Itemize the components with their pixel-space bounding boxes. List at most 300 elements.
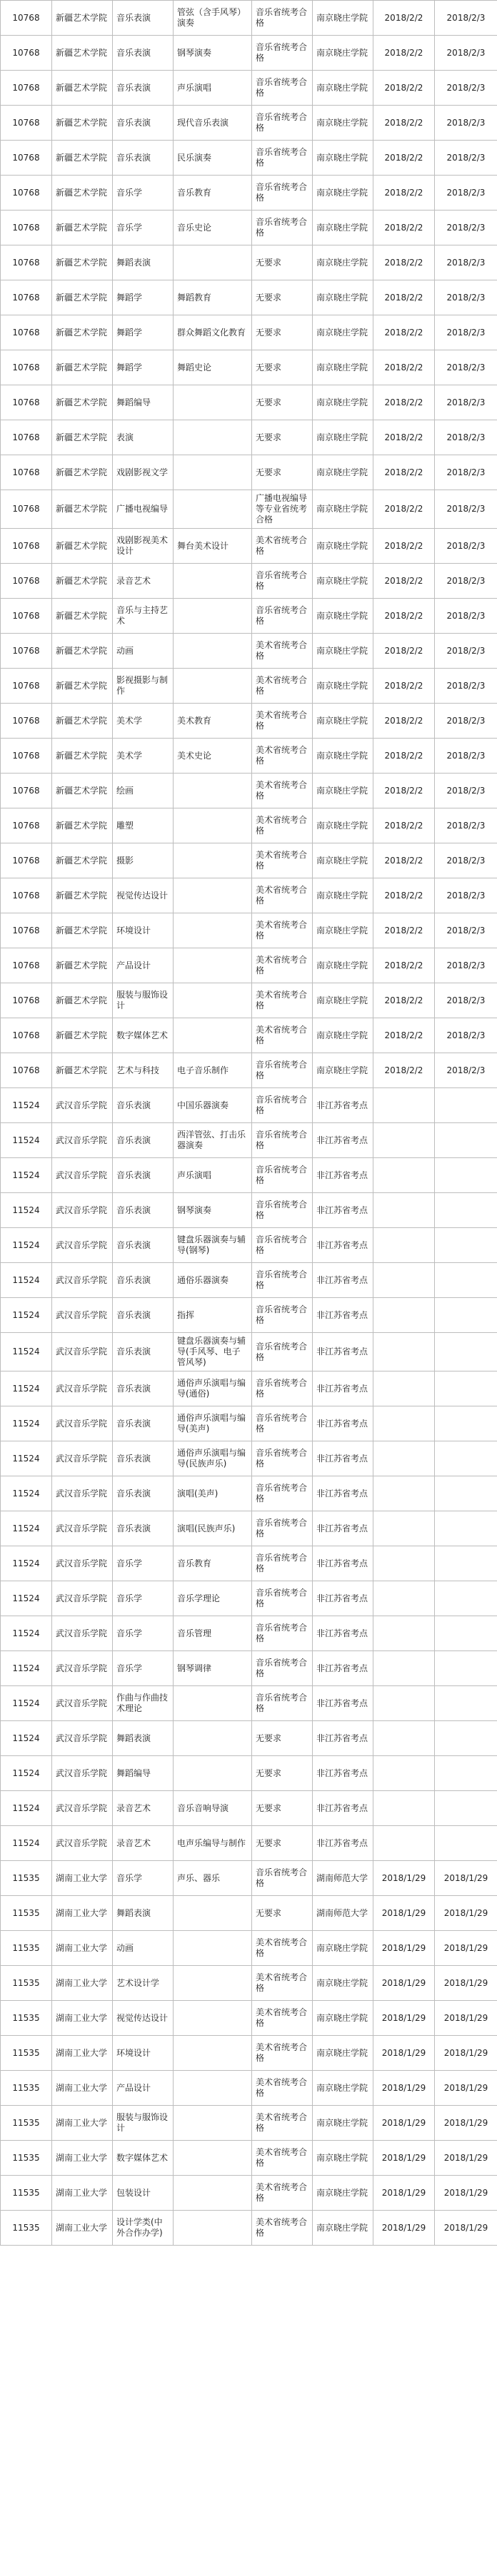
requirement-cell: 音乐省统考合格	[252, 1088, 313, 1123]
school-code-cell: 10768	[1, 280, 52, 315]
school-code-cell: 10768	[1, 315, 52, 350]
start-date-cell	[373, 1406, 435, 1441]
direction-cell	[174, 983, 252, 1018]
exam-site-cell: 湖南师范大学	[313, 1896, 373, 1931]
school-name-cell: 新疆艺术学院	[52, 315, 113, 350]
end-date-cell: 2018/2/3	[435, 490, 497, 529]
requirement-cell: 音乐省统考合格	[252, 211, 313, 245]
table-row	[1, 1333, 497, 1371]
direction-cell	[174, 385, 252, 420]
end-date-cell	[435, 1581, 497, 1616]
requirement-cell: 美术省统考合格	[252, 2176, 313, 2211]
exam-site-cell: 南京晓庄学院	[313, 843, 373, 878]
table-row	[1, 1931, 497, 1966]
major-cell: 产品设计	[113, 948, 174, 983]
direction-cell: 演唱(民族声乐)	[174, 1511, 252, 1546]
direction-cell	[174, 2176, 252, 2211]
table-row	[1, 1686, 497, 1721]
end-date-cell: 2018/2/3	[435, 913, 497, 948]
exam-site-cell: 南京晓庄学院	[313, 2211, 373, 2246]
start-date-cell: 2018/2/2	[373, 913, 435, 948]
school-name-cell: 湖南工业大学	[52, 2211, 113, 2246]
direction-cell: 美术教育	[174, 704, 252, 739]
major-cell: 音乐表演	[113, 1263, 174, 1298]
end-date-cell	[435, 1616, 497, 1651]
major-cell: 音乐学	[113, 1581, 174, 1616]
exam-site-cell: 非江苏省考点	[313, 1298, 373, 1333]
school-name-cell: 新疆艺术学院	[52, 704, 113, 739]
table-row	[1, 1193, 497, 1228]
table-row	[1, 2001, 497, 2036]
end-date-cell: 2018/2/3	[435, 669, 497, 704]
table-row	[1, 36, 497, 71]
start-date-cell: 2018/2/2	[373, 141, 435, 176]
direction-cell	[174, 564, 252, 599]
end-date-cell: 2018/2/3	[435, 1018, 497, 1053]
start-date-cell: 2018/2/2	[373, 490, 435, 529]
school-name-cell: 新疆艺术学院	[52, 634, 113, 669]
requirement-cell: 美术省统考合格	[252, 669, 313, 704]
requirement-cell: 美术省统考合格	[252, 739, 313, 774]
requirement-cell: 无要求	[252, 245, 313, 280]
direction-cell	[174, 1721, 252, 1756]
start-date-cell: 2018/2/2	[373, 564, 435, 599]
school-code-cell: 10768	[1, 739, 52, 774]
start-date-cell: 2018/1/29	[373, 2106, 435, 2141]
table-row	[1, 245, 497, 280]
direction-cell: 键盘乐器演奏与辅导(手风琴、电子管风琴)	[174, 1333, 252, 1371]
direction-cell: 舞蹈史论	[174, 350, 252, 385]
school-code-cell: 10768	[1, 36, 52, 71]
major-cell: 音乐表演	[113, 1193, 174, 1228]
end-date-cell: 2018/1/29	[435, 1861, 497, 1896]
requirement-cell: 音乐省统考合格	[252, 564, 313, 599]
start-date-cell: 2018/2/2	[373, 420, 435, 455]
major-cell: 音乐学	[113, 1616, 174, 1651]
end-date-cell: 2018/1/29	[435, 2176, 497, 2211]
direction-cell: 中国乐器演奏	[174, 1088, 252, 1123]
school-code-cell: 10768	[1, 1, 52, 36]
school-name-cell: 新疆艺术学院	[52, 455, 113, 490]
requirement-cell: 音乐省统考合格	[252, 1581, 313, 1616]
end-date-cell	[435, 1088, 497, 1123]
exam-site-cell: 非江苏省考点	[313, 1123, 373, 1158]
start-date-cell: 2018/2/2	[373, 1, 435, 36]
school-code-cell: 10768	[1, 1053, 52, 1088]
end-date-cell: 2018/1/29	[435, 1966, 497, 2001]
direction-cell	[174, 1756, 252, 1791]
requirement-cell: 音乐省统考合格	[252, 1441, 313, 1476]
start-date-cell: 2018/1/29	[373, 1861, 435, 1896]
school-code-cell: 10768	[1, 350, 52, 385]
school-name-cell: 武汉音乐学院	[52, 1826, 113, 1861]
direction-cell: 音乐音响导演	[174, 1791, 252, 1826]
school-name-cell: 武汉音乐学院	[52, 1686, 113, 1721]
table-row	[1, 564, 497, 599]
exam-site-cell: 非江苏省考点	[313, 1511, 373, 1546]
requirement-cell: 音乐省统考合格	[252, 1, 313, 36]
exam-site-cell: 南京晓庄学院	[313, 176, 373, 211]
school-code-cell: 11524	[1, 1826, 52, 1861]
school-code-cell: 11535	[1, 2036, 52, 2071]
school-code-cell: 11524	[1, 1581, 52, 1616]
exam-site-cell: 南京晓庄学院	[313, 704, 373, 739]
direction-cell: 通俗乐器演奏	[174, 1263, 252, 1298]
start-date-cell	[373, 1686, 435, 1721]
exam-site-cell: 非江苏省考点	[313, 1193, 373, 1228]
school-code-cell: 11535	[1, 2211, 52, 2246]
exam-site-cell: 非江苏省考点	[313, 1441, 373, 1476]
exam-site-cell: 南京晓庄学院	[313, 739, 373, 774]
end-date-cell	[435, 1546, 497, 1581]
direction-cell: 指挥	[174, 1298, 252, 1333]
major-cell: 音乐表演	[113, 1228, 174, 1263]
major-cell: 艺术与科技	[113, 1053, 174, 1088]
exam-site-cell: 南京晓庄学院	[313, 774, 373, 808]
end-date-cell: 2018/2/3	[435, 843, 497, 878]
table-row	[1, 1721, 497, 1756]
direction-cell: 键盘乐器演奏与辅导(钢琴)	[174, 1228, 252, 1263]
school-name-cell: 新疆艺术学院	[52, 529, 113, 564]
exam-site-cell: 南京晓庄学院	[313, 564, 373, 599]
exam-site-cell: 非江苏省考点	[313, 1406, 373, 1441]
school-code-cell: 10768	[1, 1018, 52, 1053]
exam-site-cell: 非江苏省考点	[313, 1686, 373, 1721]
direction-cell	[174, 1018, 252, 1053]
school-code-cell: 11524	[1, 1333, 52, 1371]
direction-cell: 西洋管弦、打击乐器演奏	[174, 1123, 252, 1158]
major-cell: 雕塑	[113, 808, 174, 843]
start-date-cell: 2018/2/2	[373, 106, 435, 141]
start-date-cell: 2018/2/2	[373, 315, 435, 350]
table-row	[1, 2176, 497, 2211]
major-cell: 美术学	[113, 739, 174, 774]
requirement-cell: 音乐省统考合格	[252, 1123, 313, 1158]
start-date-cell: 2018/1/29	[373, 2211, 435, 2246]
school-name-cell: 湖南工业大学	[52, 1861, 113, 1896]
start-date-cell: 2018/2/2	[373, 455, 435, 490]
direction-cell: 音乐教育	[174, 176, 252, 211]
school-name-cell: 新疆艺术学院	[52, 71, 113, 106]
requirement-cell: 美术省统考合格	[252, 2106, 313, 2141]
table-row	[1, 141, 497, 176]
end-date-cell	[435, 1123, 497, 1158]
exam-site-cell: 南京晓庄学院	[313, 2141, 373, 2176]
table-row	[1, 1371, 497, 1406]
requirement-cell: 音乐省统考合格	[252, 71, 313, 106]
requirement-cell: 音乐省统考合格	[252, 1476, 313, 1511]
school-name-cell: 湖南工业大学	[52, 2071, 113, 2106]
end-date-cell: 2018/1/29	[435, 2071, 497, 2106]
start-date-cell: 2018/2/2	[373, 704, 435, 739]
table-row	[1, 599, 497, 634]
direction-cell	[174, 2071, 252, 2106]
exam-site-cell: 南京晓庄学院	[313, 280, 373, 315]
requirement-cell: 美术省统考合格	[252, 808, 313, 843]
direction-cell: 电声乐编导与制作	[174, 1826, 252, 1861]
table-row	[1, 2211, 497, 2246]
requirement-cell: 音乐省统考合格	[252, 1616, 313, 1651]
table-row	[1, 2106, 497, 2141]
direction-cell	[174, 948, 252, 983]
end-date-cell	[435, 1756, 497, 1791]
school-code-cell: 10768	[1, 808, 52, 843]
requirement-cell: 音乐省统考合格	[252, 36, 313, 71]
school-name-cell: 新疆艺术学院	[52, 913, 113, 948]
end-date-cell: 2018/1/29	[435, 1931, 497, 1966]
start-date-cell: 2018/2/2	[373, 529, 435, 564]
table-row	[1, 1791, 497, 1826]
school-code-cell: 11524	[1, 1616, 52, 1651]
direction-cell: 钢琴演奏	[174, 1193, 252, 1228]
end-date-cell	[435, 1406, 497, 1441]
exam-site-cell: 非江苏省考点	[313, 1263, 373, 1298]
end-date-cell: 2018/1/29	[435, 2001, 497, 2036]
end-date-cell: 2018/1/29	[435, 1896, 497, 1931]
end-date-cell	[435, 1791, 497, 1826]
start-date-cell: 2018/1/29	[373, 2071, 435, 2106]
exam-site-cell: 南京晓庄学院	[313, 315, 373, 350]
table-row	[1, 211, 497, 245]
direction-cell	[174, 420, 252, 455]
direction-cell: 电子音乐制作	[174, 1053, 252, 1088]
major-cell: 包装设计	[113, 2176, 174, 2211]
start-date-cell: 2018/2/2	[373, 599, 435, 634]
direction-cell	[174, 245, 252, 280]
school-code-cell: 10768	[1, 490, 52, 529]
end-date-cell: 2018/2/3	[435, 634, 497, 669]
major-cell: 音乐表演	[113, 1088, 174, 1123]
end-date-cell: 2018/2/3	[435, 948, 497, 983]
start-date-cell: 2018/2/2	[373, 211, 435, 245]
requirement-cell: 美术省统考合格	[252, 774, 313, 808]
requirement-cell: 广播电视编导等专业省统考合格	[252, 490, 313, 529]
table-row	[1, 808, 497, 843]
exam-site-cell: 非江苏省考点	[313, 1721, 373, 1756]
table-row	[1, 1263, 497, 1298]
table-row	[1, 843, 497, 878]
school-code-cell: 11524	[1, 1546, 52, 1581]
school-name-cell: 新疆艺术学院	[52, 983, 113, 1018]
requirement-cell: 美术省统考合格	[252, 983, 313, 1018]
school-name-cell: 武汉音乐学院	[52, 1511, 113, 1546]
start-date-cell	[373, 1298, 435, 1333]
school-code-cell: 11535	[1, 2106, 52, 2141]
table-row	[1, 704, 497, 739]
requirement-cell: 美术省统考合格	[252, 2036, 313, 2071]
school-name-cell: 新疆艺术学院	[52, 878, 113, 913]
major-cell: 录音艺术	[113, 1826, 174, 1861]
start-date-cell	[373, 1333, 435, 1371]
start-date-cell: 2018/2/2	[373, 669, 435, 704]
major-cell: 音乐表演	[113, 141, 174, 176]
major-cell: 舞蹈学	[113, 280, 174, 315]
requirement-cell: 无要求	[252, 455, 313, 490]
school-name-cell: 武汉音乐学院	[52, 1088, 113, 1123]
school-name-cell: 武汉音乐学院	[52, 1298, 113, 1333]
end-date-cell: 2018/1/29	[435, 2211, 497, 2246]
direction-cell: 音乐教育	[174, 1546, 252, 1581]
requirement-cell: 音乐省统考合格	[252, 1053, 313, 1088]
school-code-cell: 11524	[1, 1406, 52, 1441]
requirement-cell: 无要求	[252, 280, 313, 315]
end-date-cell: 2018/2/3	[435, 1053, 497, 1088]
direction-cell: 声乐演唱	[174, 1158, 252, 1193]
end-date-cell: 2018/2/3	[435, 350, 497, 385]
requirement-cell: 美术省统考合格	[252, 878, 313, 913]
school-code-cell: 10768	[1, 564, 52, 599]
major-cell: 音乐表演	[113, 1158, 174, 1193]
start-date-cell: 2018/2/2	[373, 808, 435, 843]
exam-site-cell: 南京晓庄学院	[313, 669, 373, 704]
school-name-cell: 新疆艺术学院	[52, 739, 113, 774]
table-row	[1, 1228, 497, 1263]
major-cell: 舞蹈编导	[113, 385, 174, 420]
requirement-cell: 美术省统考合格	[252, 634, 313, 669]
school-name-cell: 湖南工业大学	[52, 1896, 113, 1931]
exam-site-cell: 南京晓庄学院	[313, 878, 373, 913]
start-date-cell: 2018/2/2	[373, 878, 435, 913]
table-row	[1, 1861, 497, 1896]
table-row	[1, 913, 497, 948]
end-date-cell: 2018/1/29	[435, 2141, 497, 2176]
end-date-cell	[435, 1333, 497, 1371]
start-date-cell: 2018/1/29	[373, 1896, 435, 1931]
direction-cell: 民乐演奏	[174, 141, 252, 176]
direction-cell	[174, 1896, 252, 1931]
school-name-cell: 新疆艺术学院	[52, 1, 113, 36]
school-name-cell: 新疆艺术学院	[52, 211, 113, 245]
school-name-cell: 湖南工业大学	[52, 2106, 113, 2141]
exam-site-cell: 非江苏省考点	[313, 1651, 373, 1686]
requirement-cell: 音乐省统考合格	[252, 1263, 313, 1298]
exam-site-cell: 南京晓庄学院	[313, 599, 373, 634]
table-body	[1, 1, 497, 2246]
school-name-cell: 新疆艺术学院	[52, 490, 113, 529]
requirement-cell: 无要求	[252, 1721, 313, 1756]
direction-cell: 通俗声乐演唱与编导(通俗)	[174, 1371, 252, 1406]
requirement-cell: 音乐省统考合格	[252, 1158, 313, 1193]
major-cell: 音乐表演	[113, 1333, 174, 1371]
start-date-cell: 2018/2/2	[373, 983, 435, 1018]
school-code-cell: 11524	[1, 1371, 52, 1406]
major-cell: 舞蹈表演	[113, 245, 174, 280]
table-row	[1, 1581, 497, 1616]
school-name-cell: 新疆艺术学院	[52, 350, 113, 385]
start-date-cell	[373, 1581, 435, 1616]
major-cell: 音乐学	[113, 1861, 174, 1896]
end-date-cell: 2018/2/3	[435, 878, 497, 913]
major-cell: 音乐表演	[113, 36, 174, 71]
start-date-cell: 2018/1/29	[373, 2036, 435, 2071]
exam-site-cell: 非江苏省考点	[313, 1756, 373, 1791]
exam-site-cell: 南京晓庄学院	[313, 2001, 373, 2036]
direction-cell	[174, 455, 252, 490]
table-row	[1, 71, 497, 106]
school-code-cell: 10768	[1, 106, 52, 141]
direction-cell: 群众舞蹈文化教育	[174, 315, 252, 350]
school-code-cell: 10768	[1, 211, 52, 245]
start-date-cell	[373, 1511, 435, 1546]
exam-site-cell: 南京晓庄学院	[313, 1931, 373, 1966]
school-code-cell: 11524	[1, 1088, 52, 1123]
direction-cell	[174, 490, 252, 529]
direction-cell: 舞台美术设计	[174, 529, 252, 564]
requirement-cell: 美术省统考合格	[252, 2211, 313, 2246]
table-row	[1, 2141, 497, 2176]
school-name-cell: 武汉音乐学院	[52, 1441, 113, 1476]
table-row	[1, 315, 497, 350]
table-row	[1, 1511, 497, 1546]
school-name-cell: 武汉音乐学院	[52, 1616, 113, 1651]
school-name-cell: 新疆艺术学院	[52, 106, 113, 141]
exam-site-cell: 非江苏省考点	[313, 1333, 373, 1371]
direction-cell: 钢琴演奏	[174, 36, 252, 71]
end-date-cell: 2018/2/3	[435, 739, 497, 774]
exam-site-cell: 南京晓庄学院	[313, 1053, 373, 1088]
requirement-cell: 美术省统考合格	[252, 704, 313, 739]
table-row	[1, 106, 497, 141]
exam-site-cell: 南京晓庄学院	[313, 808, 373, 843]
start-date-cell: 2018/2/2	[373, 36, 435, 71]
table-row	[1, 385, 497, 420]
school-code-cell: 10768	[1, 455, 52, 490]
exam-site-cell: 南京晓庄学院	[313, 71, 373, 106]
start-date-cell: 2018/2/2	[373, 843, 435, 878]
school-code-cell: 10768	[1, 983, 52, 1018]
exam-site-cell: 非江苏省考点	[313, 1791, 373, 1826]
start-date-cell	[373, 1441, 435, 1476]
major-cell: 数字媒体艺术	[113, 1018, 174, 1053]
school-code-cell: 11535	[1, 1896, 52, 1931]
direction-cell: 现代音乐表演	[174, 106, 252, 141]
end-date-cell	[435, 1371, 497, 1406]
end-date-cell	[435, 1686, 497, 1721]
exam-site-cell: 南京晓庄学院	[313, 913, 373, 948]
school-code-cell: 11524	[1, 1123, 52, 1158]
start-date-cell	[373, 1791, 435, 1826]
table-row	[1, 280, 497, 315]
major-cell: 音乐表演	[113, 1441, 174, 1476]
requirement-cell: 音乐省统考合格	[252, 176, 313, 211]
table-row	[1, 669, 497, 704]
school-name-cell: 武汉音乐学院	[52, 1546, 113, 1581]
table-row	[1, 634, 497, 669]
requirement-cell: 音乐省统考合格	[252, 1511, 313, 1546]
exam-site-cell: 南京晓庄学院	[313, 1966, 373, 2001]
requirement-cell: 美术省统考合格	[252, 948, 313, 983]
exam-site-cell: 南京晓庄学院	[313, 141, 373, 176]
major-cell: 戏剧影视文学	[113, 455, 174, 490]
end-date-cell: 2018/2/3	[435, 529, 497, 564]
major-cell: 环境设计	[113, 913, 174, 948]
exam-site-cell: 非江苏省考点	[313, 1616, 373, 1651]
end-date-cell	[435, 1263, 497, 1298]
school-name-cell: 新疆艺术学院	[52, 245, 113, 280]
table-row	[1, 1053, 497, 1088]
direction-cell	[174, 1966, 252, 2001]
requirement-cell: 美术省统考合格	[252, 2071, 313, 2106]
end-date-cell: 2018/2/3	[435, 1, 497, 36]
school-code-cell: 11524	[1, 1476, 52, 1511]
table-row	[1, 1756, 497, 1791]
start-date-cell: 2018/1/29	[373, 2001, 435, 2036]
school-code-cell: 11535	[1, 2001, 52, 2036]
end-date-cell: 2018/2/3	[435, 280, 497, 315]
table-row	[1, 455, 497, 490]
table-row	[1, 774, 497, 808]
school-name-cell: 新疆艺术学院	[52, 36, 113, 71]
